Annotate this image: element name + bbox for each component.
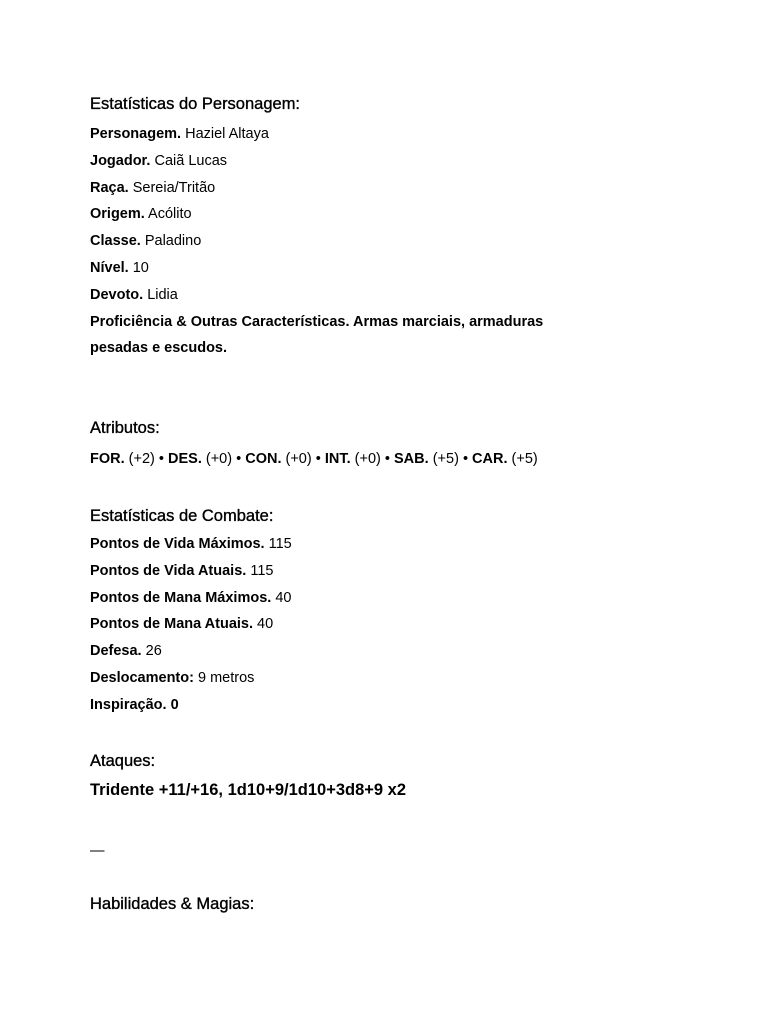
field-label: Defesa. (90, 643, 142, 660)
bullet-separator: • (462, 451, 469, 468)
field-label: Raça. (90, 179, 129, 196)
field-label: Jogador. (90, 152, 151, 169)
field-value: 115 (250, 562, 274, 579)
field-jogador (90, 148, 580, 175)
field-label: Personagem. (90, 126, 182, 142)
section-heading-ataques: Ataques: (90, 751, 156, 770)
attr-label-car: CAR. (472, 451, 508, 468)
field-label: Nível. (90, 259, 129, 276)
field-defesa (90, 638, 580, 665)
attr-label-des: DES. (168, 451, 202, 468)
field-value: Paladino (144, 233, 202, 250)
field-value: Haziel Altaya (185, 126, 269, 142)
section-heading-combate: Estatísticas de Combate: (90, 506, 274, 525)
field-value: Lidia (147, 286, 178, 303)
section-heading-personagem: Estatísticas do Personagem: (90, 95, 301, 113)
attr-value-des: (+0) (205, 451, 233, 468)
field-raca (90, 175, 580, 202)
field-pm-atuais (90, 611, 580, 638)
field-value: 40 (257, 616, 274, 633)
field-proficiencias-line1: Proficiência & Outras Características. Armas marciais, armaduras (90, 313, 544, 330)
bullet-separator: • (236, 451, 242, 468)
field-value: 10 (132, 259, 149, 276)
attr-value-for: (+2) (128, 451, 155, 468)
attr-value-sab: (+5) (432, 451, 459, 468)
combate-fields (90, 531, 580, 719)
attr-label-con: CON. (245, 451, 282, 468)
character-sheet (90, 92, 580, 916)
section-heading-atributos: Atributos: (90, 419, 160, 438)
field-value: 115 (268, 535, 292, 552)
field-label: Pontos de Mana Atuais. (90, 616, 254, 633)
attr-value-con: (+0) (285, 451, 312, 468)
field-value: Sereia/Tritão (132, 179, 216, 196)
bullet-separator: • (158, 451, 164, 468)
field-label: Origem. (90, 206, 145, 223)
attr-value-car: (+5) (511, 451, 538, 468)
bullet-separator: • (315, 451, 321, 468)
field-value: 26 (145, 643, 162, 660)
field-label: Devoto. (90, 286, 144, 303)
personagem-fields (90, 121, 580, 362)
field-personagem (90, 121, 580, 148)
field-pm-max (90, 585, 580, 612)
field-label: Pontos de Vida Máximos. (90, 535, 265, 552)
field-label: Pontos de Mana Máximos. (90, 589, 272, 606)
field-nivel (90, 255, 580, 282)
attr-label-sab: SAB. (394, 451, 429, 468)
field-value: Caiã Lucas (154, 152, 228, 169)
field-pv-max (90, 531, 580, 558)
field-devoto (90, 282, 580, 309)
field-label: Classe. (90, 233, 141, 250)
em-dash-divider: — (90, 842, 105, 859)
field-classe (90, 228, 580, 255)
section-heading-habilidades: Habilidades & Magias: (90, 895, 255, 914)
field-pv-atuais (90, 558, 580, 585)
bullet-separator: • (384, 451, 390, 468)
attr-label-for: FOR. (90, 451, 125, 468)
field-label: Pontos de Vida Atuais. (90, 562, 247, 579)
attr-label-int: INT. (324, 451, 351, 468)
field-label: Deslocamento: (90, 669, 194, 686)
field-value: Acólito (148, 206, 192, 223)
atributos-line (90, 446, 580, 473)
field-deslocamento (90, 665, 580, 692)
field-value: 9 metros (197, 669, 255, 686)
attr-value-int: (+0) (354, 451, 381, 468)
field-origem (90, 201, 580, 228)
field-value: 40 (275, 589, 292, 606)
field-inspiracao: Inspiração. 0 (90, 696, 179, 713)
attack-entry: Tridente +11/+16, 1d10+9/1d10+3d8+9 x2 (90, 780, 407, 799)
field-proficiencias-line2: pesadas e escudos. (90, 340, 228, 357)
